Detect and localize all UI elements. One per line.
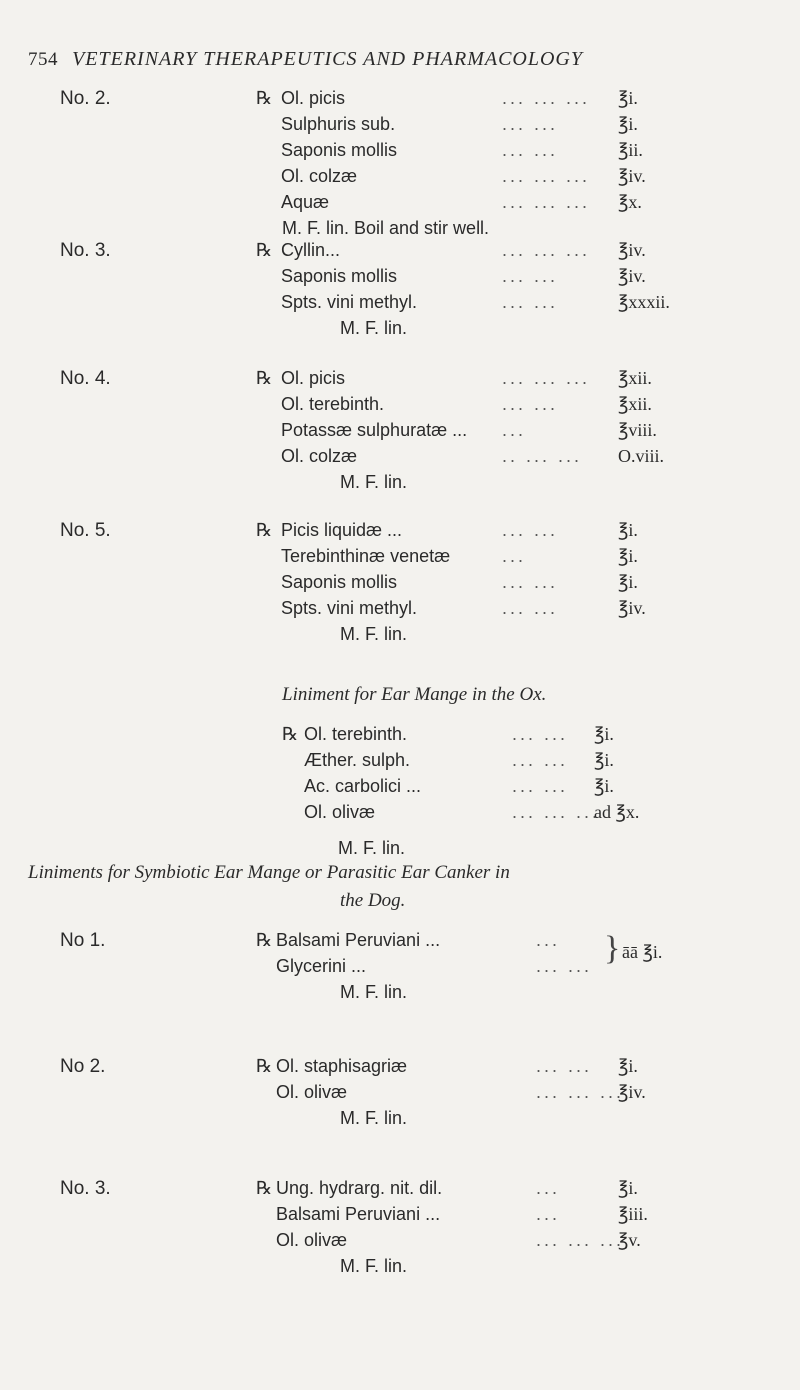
rx-symbol: ℞ [256,88,273,108]
leader-dots: ... ... [502,598,559,618]
leader-dots: ... [536,930,561,950]
directions: M. F. lin. [340,472,408,492]
recipe-number: No. 4. [60,368,111,389]
leader-dots: ... ... [536,956,593,976]
ingredient-quantity: ℥x. [618,192,642,212]
rx-symbol: ℞ [256,520,273,540]
ingredient-name: Sulphuris sub. [281,114,396,134]
directions: M. F. lin. [340,1256,408,1276]
ingredient-name: Ac. carbolici ... [304,776,422,796]
directions: M. F. lin. [340,1108,408,1128]
leader-dots: ... ... ... [502,166,591,186]
ingredient-quantity: ℥xxxii. [618,292,670,312]
ingredient-quantity: ℥iii. [618,1204,648,1224]
rx-symbol: ℞ [256,368,273,388]
ingredient-quantity: ℥i. [594,750,614,770]
ingredient-name: Ol. picis [281,368,346,388]
section-title-ox: Liniment for Ear Mange in the Ox. [282,684,547,705]
leader-dots: ... ... [502,520,559,540]
ingredient-quantity: O.viii. [618,446,665,466]
ingredient-name: Ol. olivæ [276,1230,348,1250]
leader-dots: ... ... ... [502,368,591,388]
recipe-number: No 1. [60,930,106,951]
leader-dots: ... [502,546,527,566]
ingredient-quantity: ℥iv. [618,598,646,618]
ingredient-name: Spts. vini methyl. [281,292,418,312]
ingredient-name: Ol. colzæ [281,166,358,186]
recipe-number: No. 5. [60,520,111,541]
leader-dots: ... ... ... [502,192,591,212]
ingredient-quantity: ℥i. [594,724,614,744]
ingredient-name: Balsami Peruviani ... [276,930,441,950]
page-number: 754 [28,49,58,70]
ingredient-quantity: ℥iv. [618,240,646,260]
ingredient-name: Saponis mollis [281,140,398,160]
leader-dots: ... [502,420,527,440]
leader-dots: ... ... ... [502,88,591,108]
ingredient-name: Saponis mollis [281,266,398,286]
ingredient-quantity: ad ℥x. [594,802,640,822]
rx-symbol: ℞ [256,930,273,950]
recipe-number: No. 3. [60,1178,111,1199]
ingredient-quantity: ℥iv. [618,166,646,186]
ingredient-name: Ol. olivæ [304,802,376,822]
leader-dots: ... ... [512,724,569,744]
ingredient-name: Ol. picis [281,88,346,108]
ingredient-name: Ol. terebinth. [281,394,385,414]
running-title: VETERINARY THERAPEUTICS AND PHARMACOLOGY [72,48,583,70]
ingredient-quantity: ℥i. [618,520,638,540]
leader-dots: ... ... [502,394,559,414]
leader-dots: ... ... [502,140,559,160]
leader-dots: ... ... [512,776,569,796]
recipe-number: No. 2. [60,88,111,109]
ingredient-name: Aquæ [281,192,330,212]
recipe-number: No. 3. [60,240,111,261]
ingredient-quantity: ℥i. [618,88,638,108]
ingredient-name: Ol. terebinth. [304,724,408,744]
recipe-number: No 2. [60,1056,106,1077]
ingredient-quantity: ℥iv. [618,1082,646,1102]
section-title-dog-line1: Liniments for Symbiotic Ear Mange or Parasitic Ear Canker in [28,862,510,883]
ingredient-name: Terebinthinæ venetæ [281,546,451,566]
ingredient-name: Æther. sulph. [304,750,411,770]
directions: M. F. lin. [340,982,408,1002]
directions: M. F. lin. [338,838,406,858]
ingredient-quantity: ℥i. [618,114,638,134]
rx-symbol: ℞ [282,724,299,744]
leader-dots: ... ... [536,1056,593,1076]
leader-dots: ... ... [512,750,569,770]
leader-dots: ... ... ... [502,240,591,260]
brace-quantity: āā ℥i. [622,942,663,962]
leader-dots: ... ... ... [536,1082,625,1102]
ingredient-name: Ol. colzæ [281,446,358,466]
leader-dots: ... ... [502,266,559,286]
ingredient-quantity: ℥ii. [618,140,643,160]
ingredient-name: Potassæ sulphuratæ ... [281,420,468,440]
ingredient-name: Saponis mollis [281,572,398,592]
directions: M. F. lin. [340,624,408,644]
rx-symbol: ℞ [256,1056,273,1076]
leader-dots: ... [536,1204,561,1224]
leader-dots: .. ... ... [502,446,583,466]
ingredient-name: Glycerini ... [276,956,367,976]
ingredient-name: Picis liquidæ ... [281,520,403,540]
running-header [28,48,583,71]
ingredient-quantity: ℥i. [618,546,638,566]
ingredient-quantity: ℥i. [618,1178,638,1198]
rx-symbol: ℞ [256,240,273,260]
rx-symbol: ℞ [256,1178,273,1198]
ingredient-name: Balsami Peruviani ... [276,1204,441,1224]
ingredient-name: Ol. olivæ [276,1082,348,1102]
ingredient-name: Ol. staphisagriæ [276,1056,408,1076]
leader-dots: ... ... [502,114,559,134]
ingredient-quantity: ℥i. [618,572,638,592]
ingredient-quantity: ℥xii. [618,368,652,388]
ingredient-quantity: ℥viii. [618,420,657,440]
leader-dots: ... ... [502,292,559,312]
directions: M. F. lin. Boil and stir well. [282,218,490,238]
ingredient-name: Spts. vini methyl. [281,598,418,618]
ingredient-name: Ung. hydrarg. nit. dil. [276,1178,443,1198]
ingredient-name: Cyllin... [281,240,341,260]
directions: M. F. lin. [340,318,408,338]
ingredient-quantity: ℥i. [618,1056,638,1076]
ingredient-quantity: ℥iv. [618,266,646,286]
leader-dots: ... ... ... [536,1230,625,1250]
leader-dots: ... ... ... [512,802,601,822]
section-title-dog-line2: the Dog. [340,890,406,911]
leader-dots: ... [536,1178,561,1198]
leader-dots: ... ... [502,572,559,592]
ingredient-quantity: ℥v. [618,1230,641,1250]
ingredient-quantity: ℥i. [594,776,614,796]
brace-glyph: } [604,930,621,967]
ingredient-quantity: ℥xii. [618,394,652,414]
